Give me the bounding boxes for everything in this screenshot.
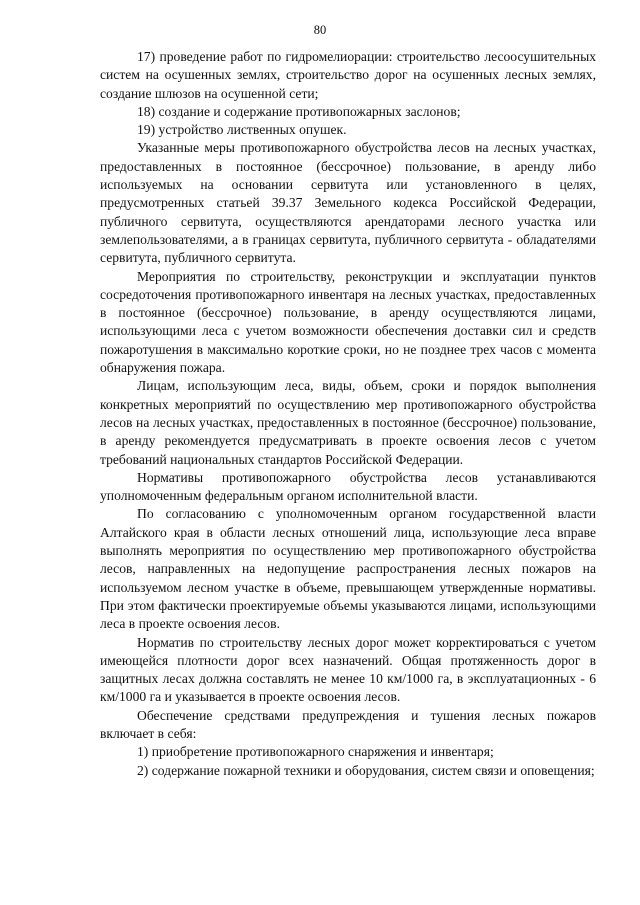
paragraph-forest-project-planning: Лицам, использующим леса, виды, объем, сроки и порядок выполнения конкретных мероприятий по осуществлению мер противопожарного обустройства лесов на лесных участках, предоставленных в постоянное (бессрочное) пользование, в аренду рекомендуется предусматривать в проекте освоения лесов с учетом требований национальных стандартов Российской Федерации. <box>100 378 596 467</box>
paragraph-road-norms: Норматив по строительству лесных дорог может корректироваться с учетом имеющейся плотности дорог всех назначений. Общая протяженность дорог в защитных лесах должна составлять не менее 10 км/1000 га, в эксплуатационных - 6 км/1000 га и указывается в проекте освоения лесов. <box>100 634 596 705</box>
paragraph-item-17: 17) проведение работ по гидромелиорации: строительство лесоосушительных систем на осушенных землях, строительство дорог на осушенных лесных землях, создание шлюзов на осушенной сети; <box>100 49 596 101</box>
paragraph-equipment-item-2: 2) содержание пожарной техники и оборудования, систем связи и оповещения; <box>137 762 595 778</box>
paragraph-inventory-points: Мероприятия по строительству, реконструкции и эксплуатации пунктов сосредоточения противопожарного инвентаря на лесных участках, предоставленных в постоянное (бессрочное) пользование, в аренду осуществляются лицами, использующими леса с учетом возможности обеспечения доставки сил и средств пожаротушения в максимально короткие сроки, но не позднее трех часов с момента обнаружения пожара. <box>100 268 596 376</box>
paragraph-item-19: 19) устройство лиственных опушек. <box>137 122 347 138</box>
page-number: 80 <box>313 23 327 37</box>
paragraph-fire-measures-responsibility: Указанные меры противопожарного обустройства лесов на лесных участках, предоставленных в постоянное (бессрочное) пользование, в аренду либо используемых на основании сервитута или установленного в целях, предусмотренных статьей 39.37 Земельного кодекса Российской Федерации, публичного сервитута, осуществляются арендаторами лесного участка или землепользователями, а в границах сервитута, публичного сервитута - обладателями сервитута, публичного сервитута. <box>100 140 596 266</box>
paragraph-equipment-item-1: 1) приобретение противопожарного снаряжения и инвентаря; <box>137 744 494 760</box>
document-body <box>100 48 596 780</box>
paragraph-item-18: 18) создание и содержание противопожарных заслонов; <box>137 103 461 119</box>
paragraph-altai-agreement: По согласованию с уполномоченным органом государственной власти Алтайского края в области лесных отношений лица, использующие леса вправе выполнять мероприятия по осуществлению мер противопожарного обустройства лесов, направленных на недопущение распространения лесных пожаров на используемом лесном участке в объеме, превышающем утвержденные нормативы. При этом фактически проектируемые объемы указываются лицами, использующими леса в проекте освоения лесов. <box>100 506 596 632</box>
paragraph-equipment-intro: Обеспечение средствами предупреждения и тушения лесных пожаров включает в себя: <box>100 707 596 741</box>
paragraph-norms-established: Нормативы противопожарного обустройства лесов устанавливаются уполномоченным федеральным органом исполнительной власти. <box>100 469 596 504</box>
